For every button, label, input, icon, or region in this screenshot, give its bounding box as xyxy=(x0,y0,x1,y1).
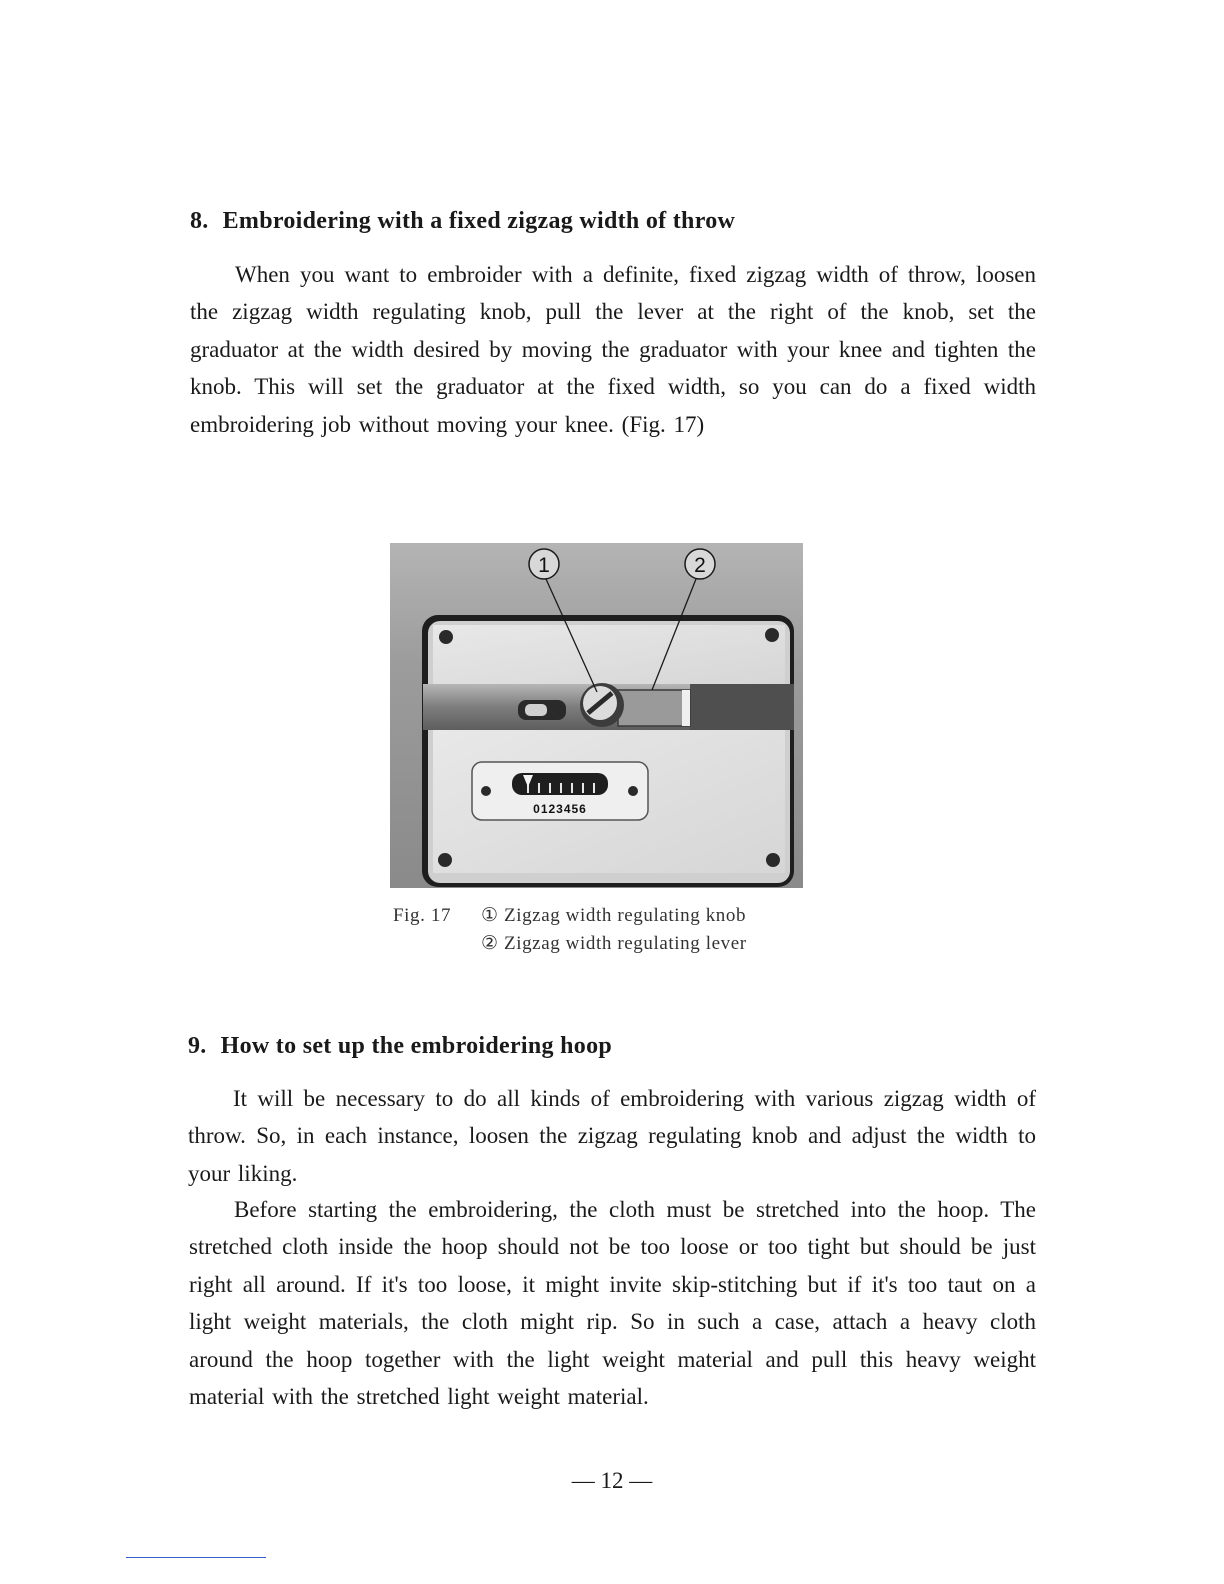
caption-item-1: ① Zigzag width regulating knob xyxy=(481,905,747,926)
section-9-number: 9. xyxy=(188,1033,207,1059)
section-9-paragraph-1-text: It will be necessary to do all kinds of embroidering with various zigzag width of throw. So, in each instance, loosen the zigzag regulating knob and adjust the width to your liking. xyxy=(188,1086,1036,1186)
section-9-paragraph-2 xyxy=(189,1191,1036,1415)
callout-2-label: 2 xyxy=(694,554,706,577)
guide-bar-shadow xyxy=(690,684,794,730)
section-9-title: How to set up the embroidering hoop xyxy=(220,1033,613,1059)
zigzag-regulator-illustration xyxy=(390,543,803,888)
section-8-number: 8. xyxy=(190,208,209,234)
graduator-screw-right xyxy=(628,786,638,796)
section-9-paragraph-1 xyxy=(188,1080,1036,1192)
caption-row-1 xyxy=(393,902,747,930)
screw-bottom-right xyxy=(766,853,780,867)
section-8-paragraph xyxy=(190,256,1036,443)
figure-17-photo xyxy=(390,543,803,888)
caption-fig-label: Fig. 17 xyxy=(393,905,452,926)
lever-slot-highlight xyxy=(525,704,547,716)
section-9-heading xyxy=(188,1033,612,1060)
graduator-scale-label: 0123456 xyxy=(533,802,587,816)
screw-bottom-left xyxy=(438,853,452,867)
upper-plate xyxy=(433,625,785,685)
section-8-paragraph-text: When you want to embroider with a definite, fixed zigzag width of throw, loosen the zigzag width regulating knob, pull the lever at the right of the knob, set the graduator at the width desired by moving the graduator with your knee and tighten the knob. This will set the graduator at the fixed width, so you can do a fixed width embroidering job without moving your knee. (Fig. 17) xyxy=(190,262,1036,437)
section-8-heading xyxy=(190,208,735,235)
footer-rule xyxy=(126,1557,266,1558)
lever-end xyxy=(682,690,690,726)
callout-1-label: 1 xyxy=(538,554,550,577)
figure-17-caption xyxy=(393,902,747,958)
caption-item-2: ② Zigzag width regulating lever xyxy=(481,933,747,954)
screw-top-left xyxy=(439,630,453,644)
screw-top-right xyxy=(765,628,779,642)
section-8-title: Embroidering with a fixed zigzag width of throw xyxy=(222,208,736,234)
graduator-screw-left xyxy=(481,786,491,796)
zigzag-width-regulating-lever xyxy=(618,690,690,726)
caption-row-2 xyxy=(393,930,747,958)
page-number: — 12 — xyxy=(571,1468,653,1493)
section-9-paragraph-2-text: Before starting the embroidering, the cloth must be stretched into the hoop. The stretched cloth inside the hoop should not be too loose or too tight but should be just right all around. If it's too loose, it might invite skip-stitching but if it's too taut on a light weight materials, the cloth might rip. So in such a case, attach a heavy cloth around the hoop together with the light weight material and pull this heavy weight material with the stretched light weight material. xyxy=(189,1197,1036,1410)
